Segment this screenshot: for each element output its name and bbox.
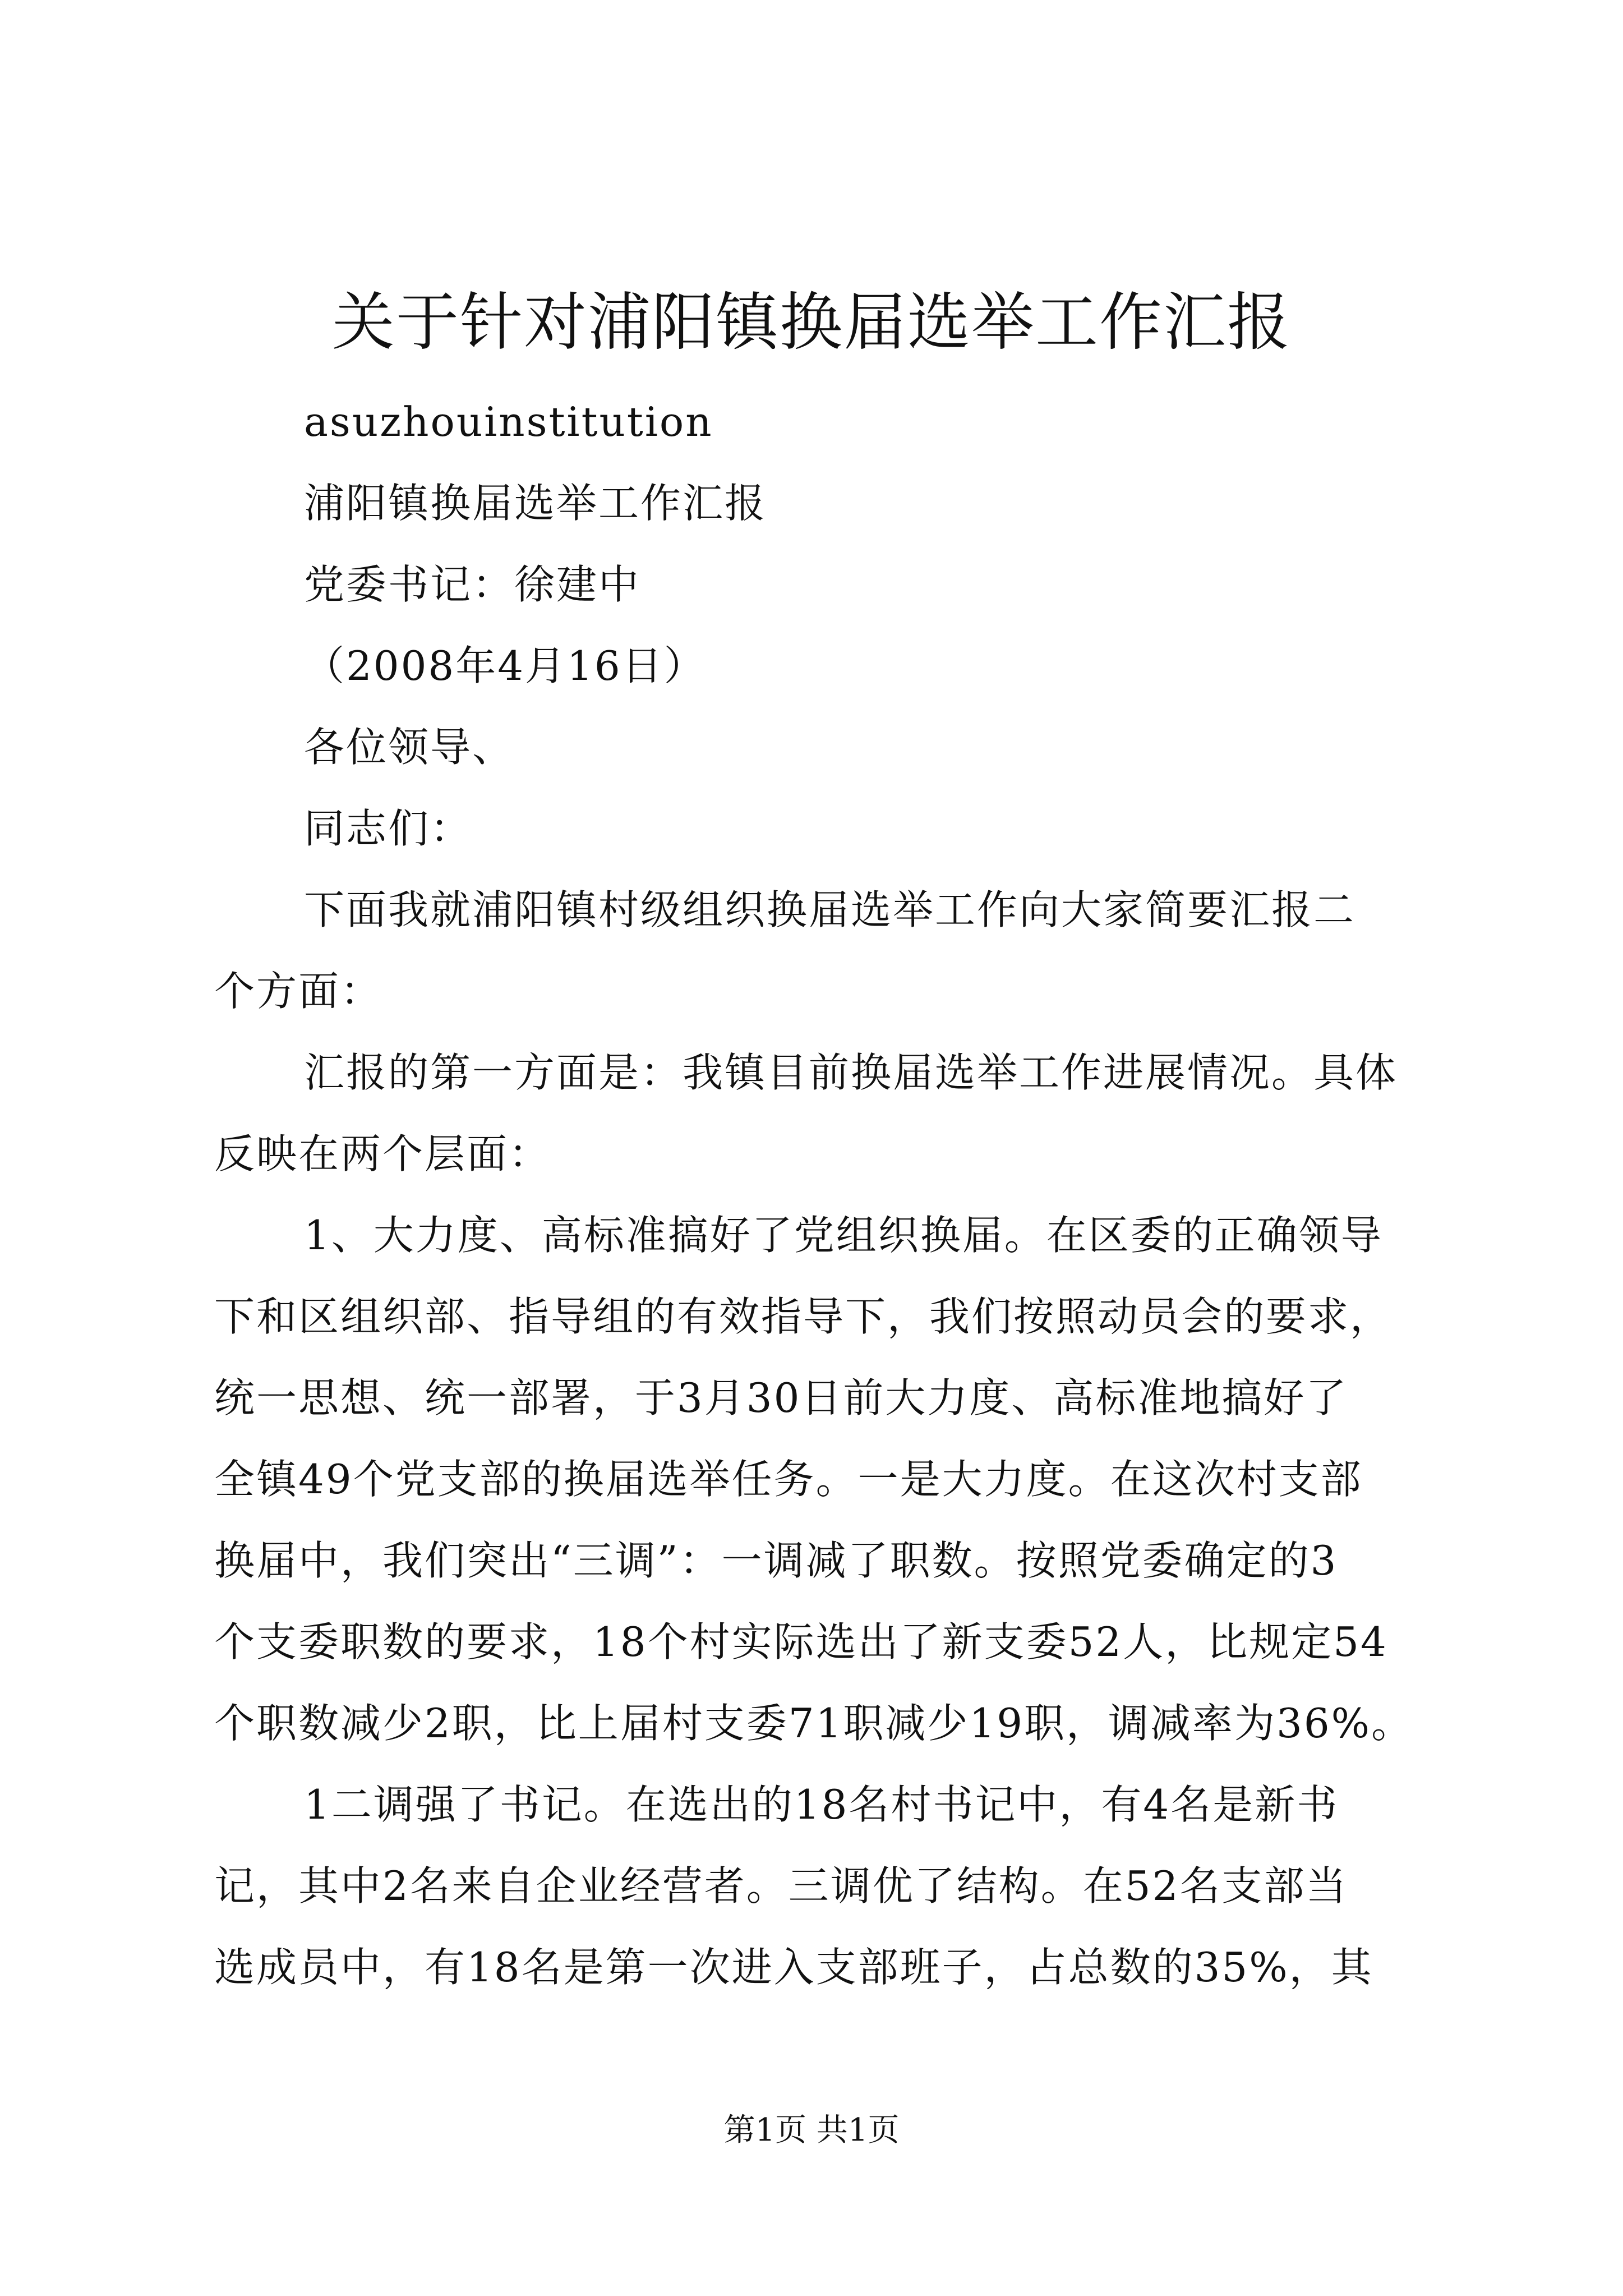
- text-line: 记，其中2名来自企业经营者。三调优了结构。在52名支部当: [214, 1862, 1348, 1910]
- text-line: 浦阳镇换届选举工作汇报: [304, 480, 767, 527]
- page-footer: 第1页 共1页: [723, 2112, 900, 2148]
- text-line: 1二调强了书记。在选出的18名村书记中，有4名是新书: [304, 1781, 1339, 1828]
- text-line: 同志们：: [304, 805, 473, 852]
- text-line: 个职数减少2职，比上届村支委71职减少19职，调减率为36%。: [214, 1700, 1414, 1747]
- text-line: 各位领导、: [304, 724, 515, 771]
- document-title: 关于针对浦阳镇换届选举工作汇报: [332, 286, 1291, 359]
- text-line: 反映在两个层面：: [214, 1130, 551, 1177]
- text-line: 汇报的第一方面是：我镇目前换届选举工作进展情况。具体: [304, 1049, 1398, 1096]
- text-line: 统一思想、统一部署，于3月30日前大力度、高标准地搞好了: [214, 1374, 1348, 1421]
- text-line: 全镇49个党支部的换届选举任务。一是大力度。在这次村支部: [214, 1456, 1363, 1503]
- text-line: 个方面：: [214, 968, 383, 1015]
- text-line: 选成员中，有18名是第一次进入支部班子，占总数的35%，其: [214, 1944, 1373, 1991]
- document-body: [214, 381, 1431, 2008]
- text-line: 下面我就浦阳镇村级组织换届选举工作向大家简要汇报二: [304, 886, 1356, 933]
- text-line: 下和区组织部、指导组的有效指导下，我们按照动员会的要求，: [214, 1293, 1393, 1340]
- text-line: （2008年4月16日）: [304, 642, 706, 689]
- text-line: 1、大力度、高标准搞好了党组织换届。在区委的正确领导: [304, 1212, 1383, 1259]
- text-line: asuzhouinstitution: [304, 398, 713, 445]
- text-line: 个支委职数的要求，18个村实际选出了新支委52人，比规定54: [214, 1618, 1388, 1665]
- text-line: 党委书记：徐建中: [304, 561, 641, 608]
- text-line: 换届中，我们突出“三调”：一调减了职数。按照党委确定的3: [214, 1537, 1338, 1584]
